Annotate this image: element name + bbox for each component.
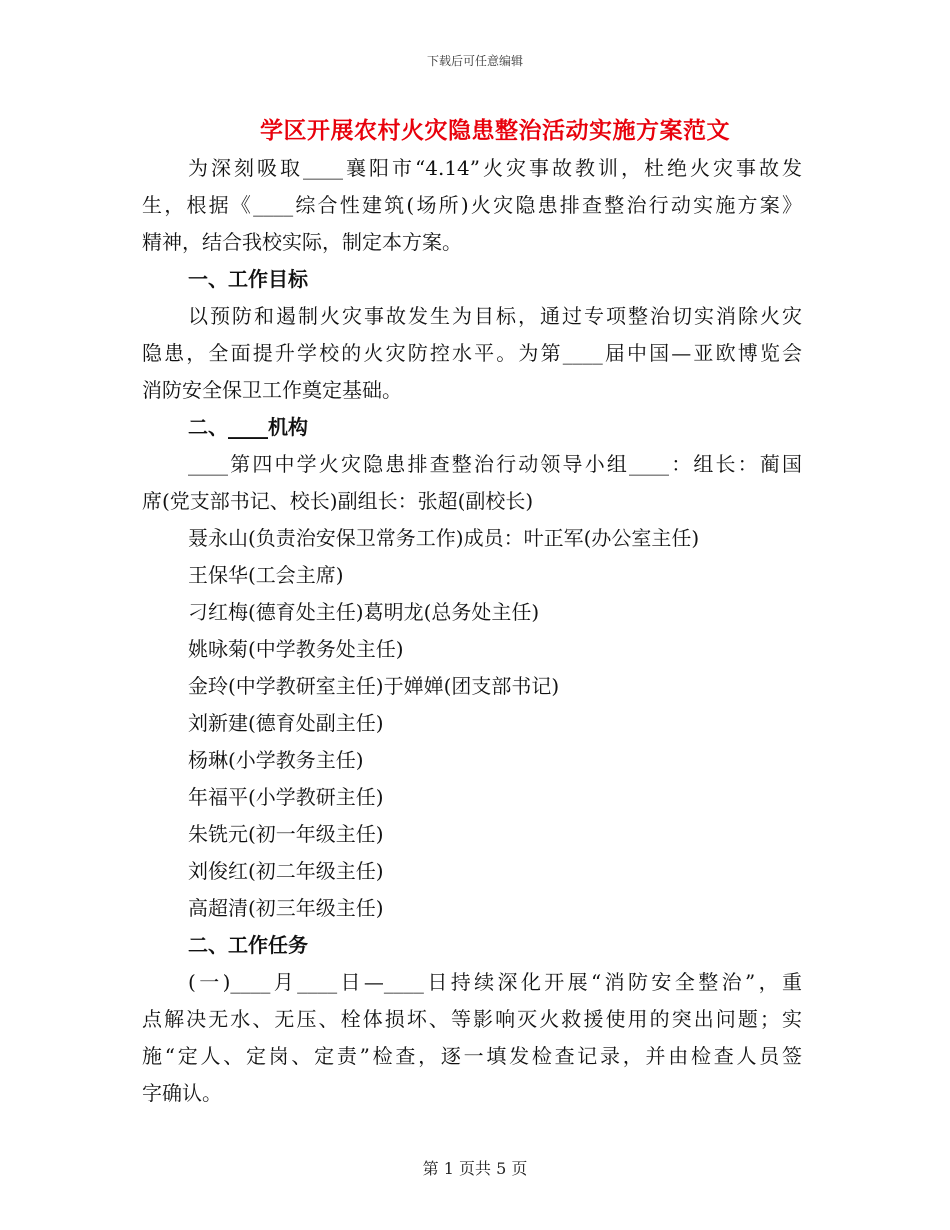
header-note: 下载后可任意编辑 [426,54,523,68]
paragraph-line: 席(党支部书记、校长)副组长：张超(副校长) [142,489,534,513]
member-line: 杨琳(小学教务主任) [188,748,364,772]
paragraph-line: 隐患，全面提升学校的火灾防控水平。为第____届中国—亚欧博览会 [142,341,802,365]
member-line: 朱铣元(初一年级主任) [188,822,384,846]
member-line: 聂永山(负责治安保卫常务工作)成员：叶正军(办公室主任) [188,526,700,550]
section-heading: 二、____机构 [188,415,308,439]
member-line: 刘俊红(初二年级主任) [188,859,384,883]
document-body [142,150,802,1112]
paragraph-line: 字确认。 [142,1081,222,1105]
paragraph-line: 点解决无水、无压、栓体损坏、等影响灭火救援使用的突出问题；实 [142,1007,802,1031]
paragraph-line: 生，根据《____综合性建筑(场所)火灾隐患排查整治行动实施方案》 [142,193,802,217]
member-line: 金玲(中学教研室主任)于婵婵(团支部书记) [188,674,560,698]
page-number: 第 1 页共 5 页 [422,1159,528,1178]
paragraph-line: 消防安全保卫工作奠定基础。 [142,378,402,402]
document-title: 学区开展农村火灾隐患整治活动实施方案范文 [260,118,730,144]
member-line: 年福平(小学教研主任) [188,785,384,809]
section-heading: 一、工作目标 [188,267,308,291]
member-line: 王保华(工会主席) [188,563,344,587]
paragraph-line: ____第四中学火灾隐患排查整治行动领导小组____：组长：蔺国 [188,452,802,476]
member-line: 姚咏菊(中学教务处主任) [188,637,404,661]
paragraph-line: (一)____月____日—____日持续深化开展“消防安全整治”，重 [188,970,802,994]
paragraph-line: 以预防和遏制火灾事故发生为目标，通过专项整治切实消除火灾 [188,304,802,328]
paragraph-line: 施“定人、定岗、定责”检查，逐一填发检查记录，并由检查人员签 [142,1044,802,1068]
paragraph-line: 精神，结合我校实际，制定本方案。 [142,230,462,254]
paragraph-line: 为深刻吸取____襄阳市“4.14”火灾事故教训，杜绝火灾事故发 [188,156,802,180]
member-line: 刁红梅(德育处主任)葛明龙(总务处主任) [188,600,540,624]
member-line: 刘新建(德育处副主任) [188,711,384,735]
section-heading: 二、工作任务 [188,933,308,957]
member-line: 高超清(初三年级主任) [188,896,384,920]
